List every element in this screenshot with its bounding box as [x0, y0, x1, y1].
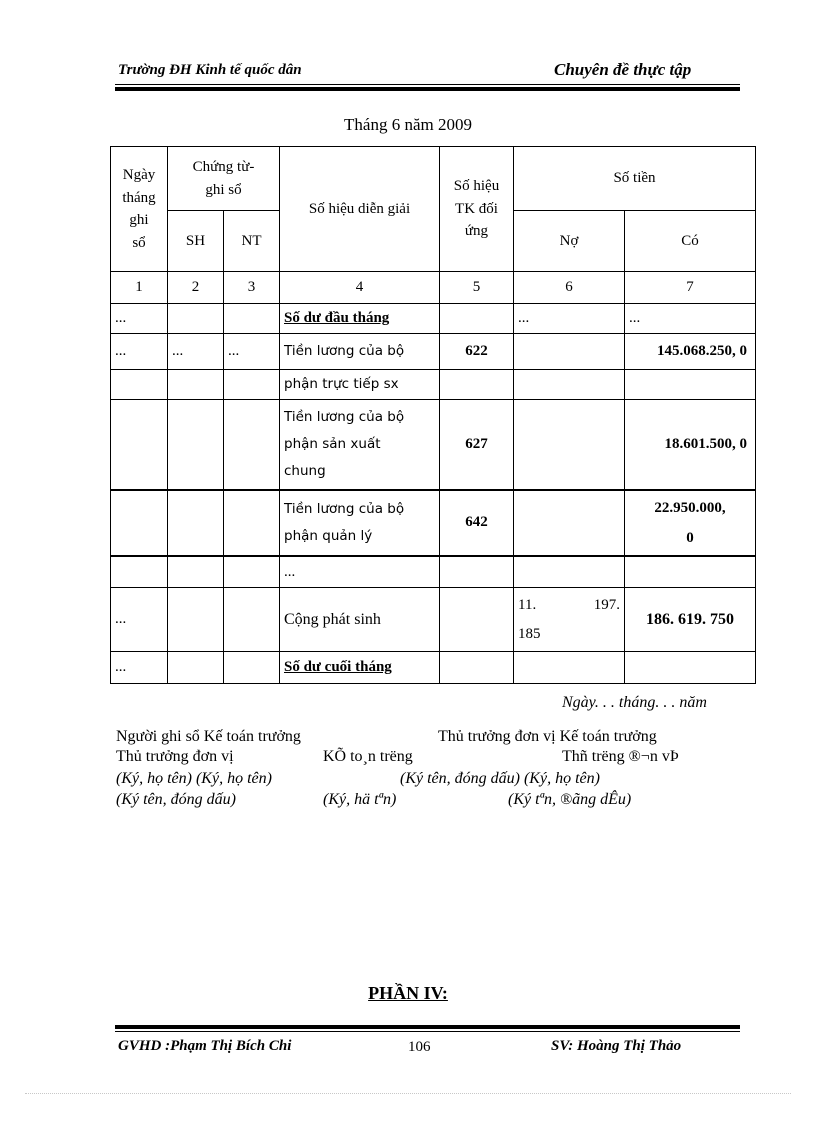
- table-row: ...: [111, 556, 756, 588]
- table-row-opening: ... Số dư đầu tháng ... ...: [111, 304, 756, 334]
- sign-note-4b: (Ký, hä tªn): [323, 791, 397, 808]
- signer-labels-2c: Thñ trëng ®¬n vÞ: [562, 748, 679, 765]
- column-number-row: 1 2 3 4 5 6 7: [111, 272, 756, 304]
- table-row: ... ... ... Tiền lương của bộ 622 145.068.250, 0: [111, 334, 756, 370]
- table-row: phận trực tiếp sx: [111, 370, 756, 400]
- header-title: Chuyên đề thực tập: [554, 60, 692, 79]
- header-rule-thin: [115, 84, 740, 85]
- header-date: Ngày tháng ghi sổ: [111, 147, 168, 272]
- signer-labels-2b: KÕ to¸n trëng: [323, 748, 413, 765]
- footer-student: SV: Hoàng Thị Thảo: [551, 1038, 682, 1054]
- header-nt: NT: [224, 211, 280, 272]
- header-amount: Số tiền: [514, 147, 756, 211]
- header-account: Số hiệu TK đối ứng: [440, 147, 514, 272]
- signer-labels-1a: Người ghi sổ Kế toán trưởng: [116, 728, 301, 745]
- date-line: Ngày. . . tháng. . . năm: [562, 694, 707, 711]
- table-row: Tiền lương của bộ phận sản xuất chung 627 18.601.500, 0: [111, 400, 756, 490]
- header-school: Trường ĐH Kinh tế quốc dân: [118, 62, 302, 78]
- sign-note-3a: (Ký, họ tên) (Ký, họ tên): [116, 770, 272, 787]
- table-row-closing: ... Số dư cuối tháng: [111, 652, 756, 684]
- header-sh: SH: [168, 211, 224, 272]
- sign-note-4a: (Ký tên, đóng dấu): [116, 791, 236, 808]
- footer-rule-thin: [115, 1031, 740, 1032]
- table-row-total: ... Cộng phát sinh 11. 197. 185 186. 619. 750: [111, 588, 756, 652]
- ledger-table: [110, 146, 756, 684]
- ledger-month-title: Tháng 6 năm 2009: [344, 115, 472, 134]
- table-header-row: [111, 147, 756, 211]
- sign-note-3b: (Ký tên, đóng dấu) (Ký, họ tên): [400, 770, 600, 787]
- header-description: Số hiệu diễn giải: [280, 147, 440, 272]
- header-credit: Có: [625, 211, 756, 272]
- footer-rule-thick: [115, 1025, 740, 1029]
- footer-advisor: GVHD :Phạm Thị Bích Chi: [118, 1038, 292, 1054]
- page-number: 106: [408, 1039, 431, 1055]
- header-debit: Nợ: [514, 211, 625, 272]
- page-break-line: [25, 1093, 791, 1094]
- table-row: Tiền lương của bộ phận quản lý 642 22.950.000, 0: [111, 490, 756, 556]
- header-voucher: Chứng từ- ghi sổ: [168, 147, 280, 211]
- signer-labels-1b: Thủ trưởng đơn vị Kế toán trưởng: [438, 728, 657, 745]
- sign-note-4c: (Ký tªn, ®ãng dÊu): [508, 791, 632, 808]
- header-rule-thick: [115, 87, 740, 91]
- part-title: PHẦN IV:: [368, 983, 448, 1003]
- signer-labels-2a: Thủ trưởng đơn vị: [116, 748, 234, 765]
